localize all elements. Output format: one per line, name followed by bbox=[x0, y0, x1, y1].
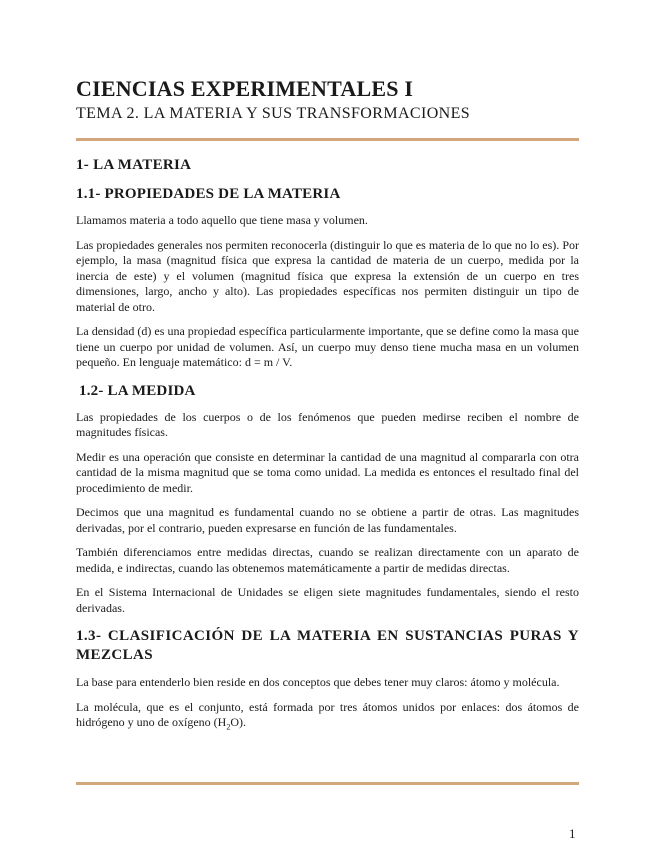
paragraph: La base para entenderlo bien reside en dos conceptos que debes tener muy claros: átomo y molécula. bbox=[76, 675, 560, 689]
document-title: CIENCIAS EXPERIMENTALES I bbox=[76, 76, 414, 101]
paragraph: La densidad (d) es una propiedad específica particularmente importante, que se define como la masa que tiene un cuerpo por unidad de volumen. Así, un cuerpo muy denso tiene mucha masa en un volumen pequeño. En lenguaje matemático: d = m / V. bbox=[76, 324, 579, 369]
paragraph: Las propiedades de los cuerpos o de los fenómenos que pueden medirse reciben el nombre de magnitudes físicas. bbox=[76, 409, 579, 439]
document-subtitle: TEMA 2. LA MATERIA Y SUS TRANSFORMACIONES bbox=[76, 105, 471, 122]
paragraph: Llamamos materia a todo aquello que tiene masa y volumen. bbox=[76, 213, 368, 227]
page-number: 1 bbox=[569, 826, 576, 841]
section-heading-la-medida: 1.2- LA MEDIDA bbox=[79, 382, 196, 399]
footer-divider bbox=[76, 782, 579, 785]
subscript: 2 bbox=[226, 722, 231, 732]
section-heading-propiedades: 1.1- PROPIEDADES DE LA MATERIA bbox=[76, 186, 341, 202]
section-heading-clasificacion: 1.3- CLASIFICACIÓN DE LA MATERIA EN SUSTANCIAS PURAS Y MEZCLAS bbox=[76, 628, 579, 663]
paragraph: En el Sistema Internacional de Unidades se eligen siete magnitudes fundamentales, siendo el resto derivadas. bbox=[76, 585, 579, 615]
paragraph: También diferenciamos entre medidas directas, cuando se realizan directamente con un aparato de medida, e indirectas, cuando las obtenemos matemáticamente a partir de medidas directas. bbox=[76, 545, 579, 575]
document-page bbox=[76, 76, 579, 731]
paragraph: Decimos que una magnitud es fundamental cuando no se obtiene a partir de otras. Las magnitudes derivadas, por el contrario, pueden expresarse en función de las fundamentales. bbox=[76, 505, 579, 535]
paragraph: Las propiedades generales nos permiten reconocerla (distinguir lo que es materia de lo que no lo es). Por ejemplo, la masa (magnitud física que expresa la cantidad de materia de un cuerpo, medida por la inercia de este) y el volumen (magnitud física que expresa la extensión de un cuerpo en tres dimensiones, largo, ancho y alto). Las propiedades específicas nos permiten distinguir un tipo de material de otro. bbox=[76, 237, 579, 314]
molecula-text-end: O). bbox=[230, 715, 246, 729]
paragraph-molecula bbox=[76, 700, 579, 731]
header-divider bbox=[76, 138, 579, 141]
section-heading-la-materia: 1- LA MATERIA bbox=[76, 157, 192, 173]
paragraph: Medir es una operación que consiste en determinar la cantidad de una magnitud al compararla con otra cantidad de la misma magnitud que se toma como unidad. La medida es entonces el resultado final del procedimiento de medir. bbox=[76, 449, 579, 495]
molecula-text: La molécula, que es el conjunto, está formada por tres átomos unidos por enlaces: dos átomos de hidrógeno y uno de oxígeno (H bbox=[76, 699, 579, 729]
